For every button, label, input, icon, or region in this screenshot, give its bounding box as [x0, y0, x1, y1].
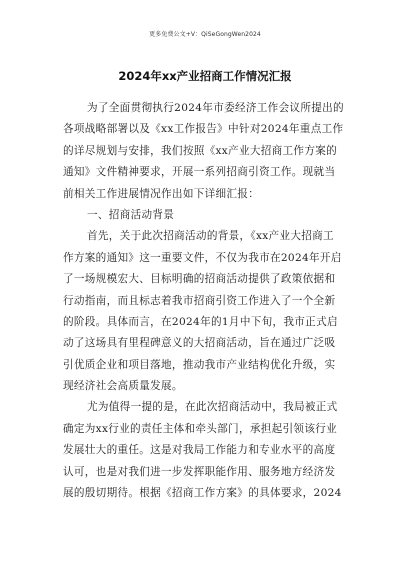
- body-line: 引优质企业和项目落地，推动我市产业结构优化升级，实: [63, 358, 336, 371]
- body-line: 各项战略部署以及《xx工作报告》中针对2024年重点工作: [63, 123, 344, 136]
- body-line: 现经济社会高质量发展。: [63, 380, 183, 393]
- body-line: 尤为值得一提的是，在此次招商活动中，我局被正式: [87, 401, 338, 414]
- body-line: 行动指南，而且标志着我市招商引资工作进入了一个全新: [63, 294, 336, 307]
- section-heading: 一、招商活动背景: [87, 208, 175, 221]
- body-line: 作方案的通知》这一重要文件，不仅为我市在2024年开启: [63, 251, 342, 264]
- body-line: 的详尽规划与安排，我们按照《xx产业大招商工作方案的: [63, 144, 337, 157]
- body-line: 为了全面贯彻执行2024年市委经济工作会议所提出的: [87, 102, 344, 114]
- header-note: 更多免费公文+V：QiSeGongWen2024: [149, 31, 261, 38]
- body-line: 发展壮大的重任。这是对我局工作能力和专业水平的高度: [63, 444, 336, 457]
- body-line: 认可，也是对我们进一步发挥职能作用、服务地方经济发: [63, 465, 336, 478]
- document-body: [63, 98, 353, 504]
- body-line: 通知》文件精神要求，开展一系列招商引资工作。现就当: [63, 166, 336, 179]
- body-line: 了一场规模宏大、目标明确的招商活动提供了政策依据和: [63, 273, 336, 286]
- body-line: 动了这场具有里程碑意义的大招商活动，旨在通过广泛吸: [63, 337, 336, 350]
- body-line: 确定为xx行业的责任主体和牵头部门，承担起引领该行业: [63, 422, 337, 435]
- body-line: 展的殷切期待。根据《招商工作方案》的具体要求，2024: [63, 487, 342, 500]
- document-title: 2024年xx产业招商工作情况汇报: [118, 69, 292, 83]
- body-line: 首先，关于此次招商活动的背景，《xx产业大招商工: [87, 230, 334, 243]
- body-line: 前相关工作进展情况作出如下详细汇报：: [63, 187, 260, 200]
- body-line: 的阶段。具体而言，在2024年的1月中下旬，我市正式启: [63, 315, 338, 328]
